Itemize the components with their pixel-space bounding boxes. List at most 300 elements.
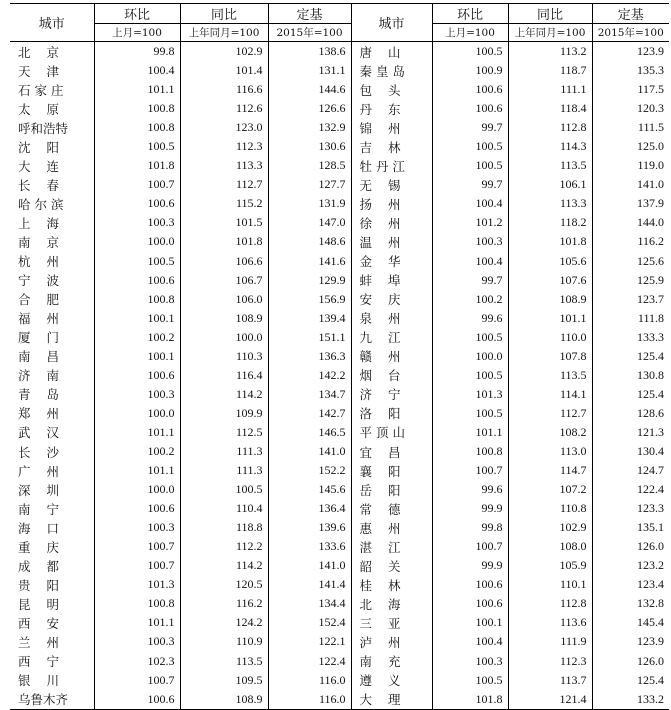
city-right-cell	[351, 328, 432, 347]
city-right-cell	[351, 175, 432, 194]
tb-right-cell: 107.6	[508, 271, 592, 290]
dj-right-cell: 126.0	[637, 539, 664, 554]
city-name: 长春	[18, 177, 76, 193]
city-name: 哈尔滨	[18, 196, 68, 212]
city-right-cell	[351, 404, 432, 423]
city-left-cell	[10, 80, 94, 99]
city-left-cell	[10, 99, 94, 118]
city-left-cell	[10, 366, 94, 385]
tb-right-cell: 112.8	[508, 118, 592, 137]
city-left-cell	[10, 632, 94, 651]
dj-right-cell: 133.2	[592, 690, 669, 710]
city-name: 重庆	[18, 539, 76, 555]
hb-right-cell: 100.4	[432, 632, 508, 651]
city-name: 厦门	[18, 330, 76, 346]
dj-left-cell: 141.0	[268, 442, 351, 461]
hb-left-cell: 100.0	[94, 232, 180, 251]
dj-left-cell: 148.6	[268, 232, 351, 251]
city-right-cell	[351, 213, 432, 232]
dj-right-cell: 123.7	[637, 291, 664, 306]
dj-left-cell: 116.0	[268, 671, 351, 690]
subheader-tb-left: 上年同月=100	[180, 24, 268, 42]
table-row	[10, 423, 669, 442]
tb-left-cell: 112.6	[180, 99, 268, 118]
dj-right-cell: 123.9	[637, 634, 664, 649]
city-left-cell	[10, 385, 94, 404]
city-right-cell	[351, 499, 432, 518]
city-name: 西安	[18, 615, 76, 631]
city-name: 杭州	[18, 254, 76, 270]
tb-right-cell: 106.1	[508, 175, 592, 194]
hb-right-cell: 99.6	[432, 480, 508, 499]
city-right-cell	[351, 671, 432, 690]
table-row	[10, 537, 669, 556]
tb-right-cell: 105.9	[508, 556, 592, 575]
city-left-cell	[10, 518, 94, 537]
table-row	[10, 594, 669, 613]
dj-right-cell: 123.9	[637, 44, 664, 59]
header-dj-left: 定基	[268, 4, 351, 24]
city-name: 扬州	[359, 196, 417, 212]
hb-right-cell: 100.1	[432, 613, 508, 632]
tb-right-cell: 111.9	[508, 632, 592, 651]
price-index-table	[10, 3, 669, 710]
table-row	[10, 137, 669, 156]
hb-right-cell: 100.2	[432, 290, 508, 309]
city-name: 郑州	[18, 406, 76, 422]
city-name: 长沙	[18, 444, 76, 460]
city-right-cell	[351, 232, 432, 251]
city-name: 福州	[18, 311, 76, 327]
city-left-cell	[10, 118, 94, 137]
city-name: 北京	[18, 44, 76, 60]
city-name: 包头	[359, 82, 417, 98]
city-right-cell	[351, 366, 432, 385]
hb-right-cell: 100.3	[432, 652, 508, 671]
header-row-1	[10, 4, 669, 24]
dj-left-cell: 141.4	[268, 575, 351, 594]
table-row	[10, 80, 669, 99]
table-row	[10, 652, 669, 671]
hb-right-cell: 99.6	[432, 309, 508, 328]
dj-left-cell: 152.4	[268, 613, 351, 632]
city-name: 惠州	[359, 520, 417, 536]
city-left-cell	[10, 347, 94, 366]
city-right-cell	[351, 442, 432, 461]
table-row	[10, 575, 669, 594]
tb-right-cell: 113.7	[508, 671, 592, 690]
hb-left-cell: 100.1	[94, 309, 180, 328]
city-name: 济宁	[359, 387, 417, 403]
dj-right-cell: 124.7	[637, 463, 664, 478]
city-right-cell	[351, 137, 432, 156]
dj-right-cell: 128.6	[637, 405, 664, 420]
tb-left-cell: 116.4	[180, 366, 268, 385]
hb-left-cell: 101.1	[94, 613, 180, 632]
table-row	[10, 499, 669, 518]
dj-left-cell: 139.6	[268, 518, 351, 537]
city-name: 温州	[359, 234, 417, 250]
dj-left-cell: 136.4	[268, 499, 351, 518]
table-row	[10, 328, 669, 347]
tb-right-cell: 114.3	[508, 137, 592, 156]
subheader-hb-left: 上月=100	[94, 24, 180, 42]
tb-left-cell: 123.0	[180, 118, 268, 137]
dj-right-cell: 125.0	[637, 139, 664, 154]
dj-left-cell: 132.9	[268, 118, 351, 137]
dj-left-cell: 129.9	[268, 271, 351, 290]
table-row	[10, 632, 669, 651]
tb-left-cell: 115.2	[180, 194, 268, 213]
hb-right-cell: 100.5	[432, 404, 508, 423]
hb-left-cell: 101.1	[94, 423, 180, 442]
dj-left-cell: 130.6	[268, 137, 351, 156]
city-name: 徐州	[359, 215, 417, 231]
city-name: 南充	[359, 654, 417, 670]
table-row	[10, 404, 669, 423]
dj-left-cell: 147.0	[268, 213, 351, 232]
tb-right-cell: 118.7	[508, 61, 592, 80]
tb-right-cell: 102.9	[508, 518, 592, 537]
table-row	[10, 232, 669, 251]
city-right-cell	[351, 42, 432, 62]
city-name: 济南	[18, 368, 76, 384]
table-row	[10, 442, 669, 461]
city-right-cell	[351, 290, 432, 309]
tb-right-cell: 108.0	[508, 537, 592, 556]
city-right-cell	[351, 347, 432, 366]
table-row	[10, 461, 669, 480]
table-row	[10, 671, 669, 690]
hb-left-cell: 100.2	[94, 442, 180, 461]
header-hb-right: 环比	[432, 4, 508, 24]
hb-right-cell: 99.9	[432, 556, 508, 575]
dj-left-cell: 133.6	[268, 537, 351, 556]
hb-right-cell: 100.5	[432, 156, 508, 175]
dj-right-cell: 135.1	[637, 520, 664, 535]
dj-right-cell: 125.4	[637, 386, 664, 401]
tb-right-cell: 110.1	[508, 575, 592, 594]
city-left-cell	[10, 328, 94, 347]
hb-right-cell: 99.8	[432, 518, 508, 537]
hb-left-cell: 100.7	[94, 537, 180, 556]
city-name: 天津	[18, 63, 76, 79]
dj-left-cell: 141.0	[268, 556, 351, 575]
city-name: 宁波	[18, 273, 76, 289]
subheader-hb-right: 上月=100	[432, 24, 508, 42]
table-row	[10, 385, 669, 404]
city-name: 成都	[18, 558, 76, 574]
table-row	[10, 252, 669, 271]
city-right-cell	[351, 99, 432, 118]
hb-right-cell: 100.8	[432, 442, 508, 461]
city-name: 常德	[359, 501, 417, 517]
tb-left-cell: 101.5	[180, 213, 268, 232]
dj-right-cell: 120.3	[637, 101, 664, 116]
city-name: 南京	[18, 234, 76, 250]
city-left-cell	[10, 194, 94, 213]
hb-right-cell: 100.0	[432, 347, 508, 366]
dj-right-cell: 144.0	[637, 215, 664, 230]
city-left-cell	[10, 137, 94, 156]
city-name: 宜昌	[359, 444, 417, 460]
tb-right-cell: 112.7	[508, 404, 592, 423]
table-row	[10, 213, 669, 232]
city-name: 北海	[359, 596, 417, 612]
hb-right-cell: 100.5	[432, 328, 508, 347]
table-row	[10, 61, 669, 80]
dj-right-cell: 130.4	[637, 444, 664, 458]
dj-right-cell: 132.8	[637, 596, 664, 611]
hb-left-cell: 100.4	[94, 61, 180, 80]
tb-left-cell: 101.4	[180, 61, 268, 80]
table-row	[10, 309, 669, 328]
city-right-cell	[351, 594, 432, 613]
hb-left-cell: 100.8	[94, 99, 180, 118]
table-row	[10, 690, 669, 710]
city-left-cell	[10, 271, 94, 290]
city-right-cell	[351, 613, 432, 632]
table-row	[10, 556, 669, 575]
city-left-cell	[10, 156, 94, 175]
city-left-cell	[10, 652, 94, 671]
hb-left-cell: 101.3	[94, 575, 180, 594]
tb-right-cell: 121.4	[508, 690, 592, 710]
hb-left-cell: 101.1	[94, 80, 180, 99]
dj-left-cell: 122.1	[268, 632, 351, 651]
tb-right-cell: 114.1	[508, 385, 592, 404]
city-name: 昆明	[18, 596, 76, 612]
dj-right-cell: 145.4	[637, 615, 664, 630]
city-name: 贵阳	[18, 577, 76, 593]
city-right-cell	[351, 652, 432, 671]
dj-right-cell: 141.0	[637, 177, 664, 192]
dj-left-cell: 139.4	[268, 309, 351, 328]
tb-right-cell: 110.0	[508, 328, 592, 347]
table-row	[10, 613, 669, 632]
city-left-cell	[10, 690, 94, 710]
city-name: 锦州	[359, 120, 417, 136]
hb-left-cell: 100.5	[94, 137, 180, 156]
dj-left-cell: 128.5	[268, 156, 351, 175]
city-name: 三亚	[359, 615, 417, 631]
tb-right-cell: 113.0	[508, 442, 592, 461]
dj-right-cell: 137.9	[637, 196, 664, 211]
hb-right-cell: 100.9	[432, 61, 508, 80]
hb-right-cell: 100.5	[432, 671, 508, 690]
city-left-cell	[10, 213, 94, 232]
tb-left-cell: 114.2	[180, 556, 268, 575]
hb-right-cell: 99.9	[432, 499, 508, 518]
hb-right-cell: 101.8	[432, 690, 508, 710]
tb-left-cell: 111.3	[180, 461, 268, 480]
hb-left-cell: 99.8	[94, 42, 180, 62]
city-name: 烟台	[359, 368, 417, 384]
hb-left-cell: 100.8	[94, 118, 180, 137]
city-name: 蚌埠	[359, 273, 417, 289]
table-row	[10, 271, 669, 290]
tb-left-cell: 113.3	[180, 156, 268, 175]
city-name: 沈阳	[18, 139, 76, 155]
city-right-cell	[351, 423, 432, 442]
tb-left-cell: 109.5	[180, 671, 268, 690]
hb-right-cell: 100.5	[432, 42, 508, 62]
hb-right-cell: 100.6	[432, 99, 508, 118]
tb-left-cell: 101.8	[180, 232, 268, 251]
hb-right-cell: 101.3	[432, 385, 508, 404]
table-row	[10, 366, 669, 385]
hb-left-cell: 100.7	[94, 556, 180, 575]
city-left-cell	[10, 309, 94, 328]
table-row	[10, 518, 669, 537]
dj-right-cell: 123.4	[637, 577, 664, 592]
dj-right-cell: 123.3	[637, 501, 664, 516]
table-row	[10, 118, 669, 137]
tb-left-cell: 100.5	[180, 480, 268, 499]
city-name: 遵义	[359, 673, 417, 689]
city-left-cell	[10, 575, 94, 594]
dj-left-cell: 151.1	[268, 328, 351, 347]
tb-left-cell: 112.2	[180, 537, 268, 556]
tb-right-cell: 112.8	[508, 594, 592, 613]
table-row	[10, 42, 669, 62]
city-name: 呼和浩特	[18, 120, 69, 136]
hb-left-cell: 100.3	[94, 385, 180, 404]
city-name: 无锡	[359, 177, 417, 193]
hb-right-cell: 101.2	[432, 213, 508, 232]
city-right-cell	[351, 252, 432, 271]
dj-right-cell: 111.5	[637, 120, 664, 135]
dj-left-cell: 146.5	[268, 423, 351, 442]
header-row-2	[10, 24, 669, 42]
header-city-right: 城市	[351, 4, 432, 42]
hb-left-cell: 101.8	[94, 156, 180, 175]
dj-right-cell: 123.2	[637, 558, 664, 573]
city-left-cell	[10, 232, 94, 251]
subheader-tb-right: 上年同月=100	[508, 24, 592, 42]
dj-left-cell: 134.4	[268, 594, 351, 613]
dj-left-cell: 142.2	[268, 366, 351, 385]
city-name: 安庆	[359, 292, 417, 308]
tb-right-cell: 105.6	[508, 252, 592, 271]
dj-left-cell: 134.7	[268, 385, 351, 404]
dj-left-cell: 131.9	[268, 194, 351, 213]
city-name: 桂林	[359, 577, 417, 593]
city-right-cell	[351, 309, 432, 328]
tb-right-cell: 108.9	[508, 290, 592, 309]
dj-left-cell: 152.2	[268, 461, 351, 480]
hb-left-cell: 100.0	[94, 404, 180, 423]
city-name: 南昌	[18, 349, 76, 365]
city-name: 西宁	[18, 654, 76, 670]
city-left-cell	[10, 423, 94, 442]
dj-left-cell: 126.6	[268, 99, 351, 118]
header-dj-right: 定基	[592, 4, 669, 24]
city-left-cell	[10, 42, 94, 62]
city-right-cell	[351, 80, 432, 99]
tb-left-cell: 124.2	[180, 613, 268, 632]
tb-left-cell: 106.0	[180, 290, 268, 309]
city-name: 洛阳	[359, 406, 417, 422]
tb-left-cell: 108.9	[180, 690, 268, 710]
hb-right-cell: 100.4	[432, 194, 508, 213]
header-tb-right: 同比	[508, 4, 592, 24]
hb-left-cell: 100.6	[94, 499, 180, 518]
table-row	[10, 156, 669, 175]
hb-left-cell: 100.7	[94, 671, 180, 690]
dj-right-cell: 125.4	[637, 348, 664, 363]
tb-left-cell: 106.6	[180, 252, 268, 271]
tb-left-cell: 112.5	[180, 423, 268, 442]
tb-left-cell: 113.5	[180, 652, 268, 671]
dj-right-cell: 116.2	[637, 234, 664, 249]
city-name: 青岛	[18, 387, 76, 403]
dj-left-cell: 116.0	[268, 690, 351, 710]
city-right-cell	[351, 118, 432, 137]
city-name: 襄阳	[359, 463, 417, 479]
hb-right-cell: 100.3	[432, 232, 508, 251]
city-name: 韶关	[359, 558, 417, 574]
city-name: 武汉	[18, 425, 76, 441]
tb-right-cell: 110.8	[508, 499, 592, 518]
city-name: 银川	[18, 673, 76, 689]
tb-left-cell: 106.7	[180, 271, 268, 290]
tb-left-cell: 112.3	[180, 137, 268, 156]
header-city-left: 城市	[10, 4, 94, 42]
table-row	[10, 290, 669, 309]
tb-left-cell: 100.0	[180, 328, 268, 347]
city-right-cell	[351, 690, 432, 710]
city-right-cell	[351, 461, 432, 480]
city-name: 石家庄	[18, 82, 68, 98]
dj-right-cell: 125.6	[637, 253, 664, 268]
dj-left-cell: 144.6	[268, 80, 351, 99]
hb-left-cell: 100.5	[94, 252, 180, 271]
tb-right-cell: 111.1	[508, 80, 592, 99]
hb-left-cell: 100.6	[94, 271, 180, 290]
tb-left-cell: 109.9	[180, 404, 268, 423]
hb-right-cell: 101.1	[432, 423, 508, 442]
tb-right-cell: 113.3	[508, 194, 592, 213]
tb-left-cell: 110.3	[180, 347, 268, 366]
price-index-table-container	[10, 3, 669, 710]
tb-right-cell: 108.2	[508, 423, 592, 442]
hb-right-cell: 100.6	[432, 594, 508, 613]
dj-right-cell: 133.3	[637, 329, 664, 344]
city-right-cell	[351, 156, 432, 175]
hb-right-cell: 100.7	[432, 461, 508, 480]
hb-left-cell: 100.6	[94, 690, 180, 710]
hb-right-cell: 100.6	[432, 575, 508, 594]
dj-right-cell: 122.4	[637, 482, 664, 497]
tb-left-cell: 111.3	[180, 442, 268, 461]
tb-right-cell: 114.7	[508, 461, 592, 480]
dj-left-cell: 122.4	[268, 652, 351, 671]
city-left-cell	[10, 61, 94, 80]
dj-right-cell: 130.8	[637, 367, 664, 382]
hb-left-cell: 100.8	[94, 594, 180, 613]
city-left-cell	[10, 442, 94, 461]
tb-left-cell: 114.2	[180, 385, 268, 404]
city-left-cell	[10, 671, 94, 690]
city-right-cell	[351, 480, 432, 499]
dj-right-cell: 121.3	[637, 424, 664, 439]
city-left-cell	[10, 537, 94, 556]
hb-left-cell: 100.7	[94, 175, 180, 194]
city-name: 大理	[359, 692, 417, 708]
city-right-cell	[351, 632, 432, 651]
header-tb-left: 同比	[180, 4, 268, 24]
